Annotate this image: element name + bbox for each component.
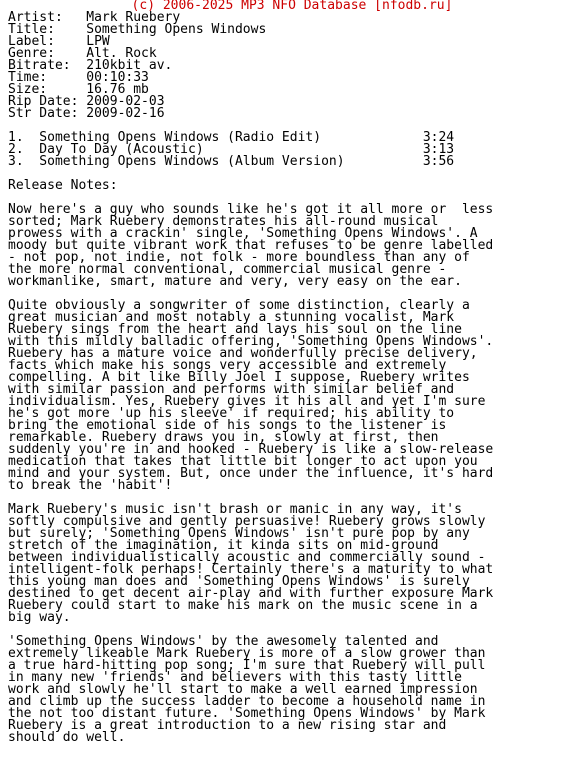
nfo-text: Artist: Mark Ruebery Title: Something Opens Windows Label: LPW Genre: Alt. Rock Bitrate: 210kbit av. Time: 00:10:33 Size: 16.76 mb Rip Date: 2009-02-03 Str Date: 2009-02-16 1. Something Opens Windows (Radio Edit) 3:24 2. Day To Day (Acoustic) 3:13 3. Something Opens Windows (Album Version) 3:56 Release Notes: Now here's a guy who sounds like he's got it all more or less sorted; Mark Ruebery demonstrates his all-round musical prowess with a crackin' single, 'Something Opens Windows'. A moody but quite vibrant work that refuses to be genre labelled - not pop, not indie, not folk - more boundless than any of the more normal conventional, commercial musical genre - workmanlike, smart, mature and very, very easy on the ear. Quite obviously a songwriter of some distinction, clearly a great musician and most notably a stunning vocalist, Mark Ruebery sings from the heart and lays his soul on the line with this mildly balladic offering, 'Something Opens Windows'. Ruebery has a mature voice and wonderfully precise delivery, facts which make his songs very accessible and extremely compelling. A bit like Billy Joel I suppose, Ruebery writes with similar passion and performs with similar belief and individualism. Yes, Ruebery gives it his all and yet I'm sure he's got more 'up his sleeve' if required; his ability to bring the emotional side of his songs to the listener is remarkable. Ruebery draws you in, slowly at first, then suddenly you're in and hooked - Ruebery is like a slow-release medication that takes that little bit longer to act upon you mind and your system. But, once under the influence, it's hard to break the 'habit'! Mark Ruebery's music isn't brash or manic in any way, it's softly compulsive and gently persuasive! Ruebery grows slowly but surely; 'Something Opens Windows' isn't pure pop by any stretch of the imagination, it kinda sits on mid-ground between individualistically acoustic and commercially sound - intelligent-folk perhaps! Certainly there's a maturity to what this young man does and 'Something Opens Windows' is surely destined to get decent air-play and with further exposure Mark Ruebery could start to make his mark on the music scene in a big way. 'Something Opens Windows' by the awesomely talented and extremely likeable Mark Ruebery is more of a slow grower than a true hard-hitting pop song; I'm sure that Ruebery will pull in many new 'friends' and believers with this tasty little work and slowly he'll start to make a well earned impression and climb up the success ladder to become a household name in the not too distant future. 'Something Opens Windows' by Mark Ruebery is a great introduction to a new rising star and should do well. [8, 10, 494, 745]
site-header-link[interactable]: (c) 2006-2025 MP3 NFO Database [nfodb.ru] [131, 0, 453, 13]
